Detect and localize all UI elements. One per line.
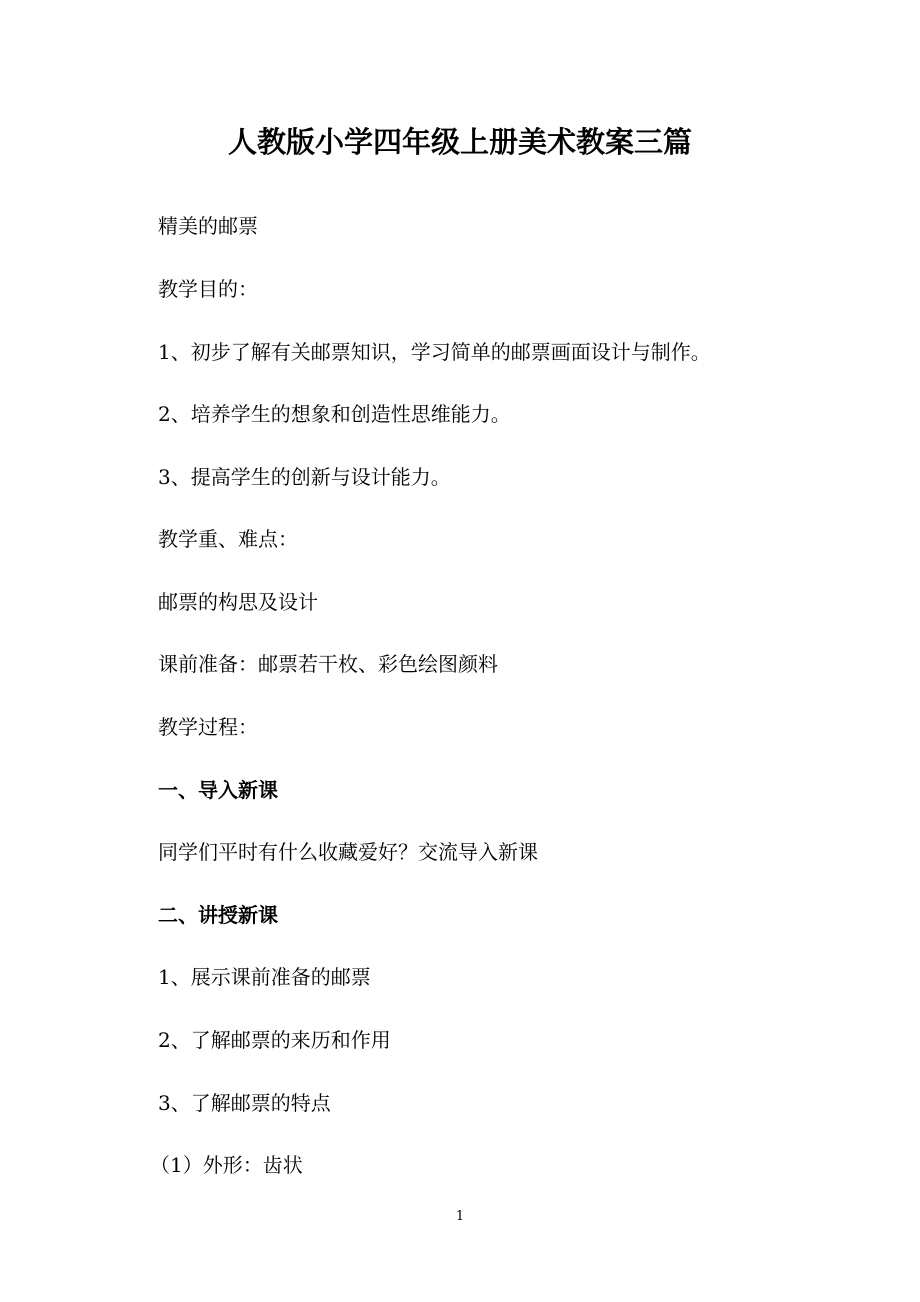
preparation-text: 课前准备：邮票若干枚、彩色绘图颜料 xyxy=(158,652,498,676)
heading-key-points: 教学重、难点： xyxy=(158,527,298,551)
section-heading-2: 二、讲授新课 xyxy=(158,903,278,927)
heading-teaching-process: 教学过程： xyxy=(158,715,258,739)
step-2: 2、了解邮票的来历和作用 xyxy=(158,1028,391,1052)
step-3: 3、了解邮票的特点 xyxy=(158,1091,331,1115)
document-title: 人教版小学四年级上册美术教案三篇 xyxy=(227,125,692,159)
objective-2: 2、培养学生的想象和创造性思维能力。 xyxy=(158,402,511,426)
intro-text: 同学们平时有什么收藏爱好？交流导入新课 xyxy=(158,840,538,864)
key-points-text: 邮票的构思及设计 xyxy=(158,590,318,614)
section-heading-1: 一、导入新课 xyxy=(158,778,278,802)
step-1: 1、展示课前准备的邮票 xyxy=(158,965,371,989)
page-number: 1 xyxy=(455,1209,465,1224)
step-3-sub-1: （1）外形：齿状 xyxy=(150,1153,303,1177)
lesson-title: 精美的邮票 xyxy=(158,214,258,238)
objective-1: 1、初步了解有关邮票知识，学习简单的邮票画面设计与制作。 xyxy=(158,340,711,364)
objective-3: 3、提高学生的创新与设计能力。 xyxy=(158,465,451,489)
heading-teaching-objectives: 教学目的： xyxy=(158,277,258,301)
